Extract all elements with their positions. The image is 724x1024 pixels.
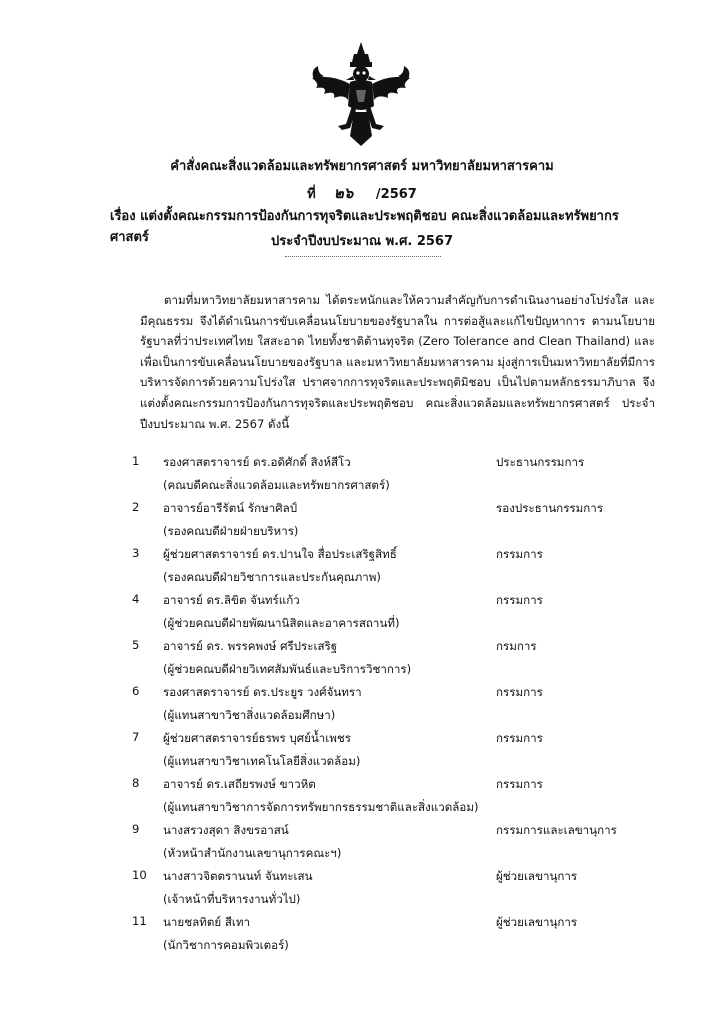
member-name: รองศาสตราจารย์ ดร.ประยูร วงศ์จันทรา [163,685,362,699]
member-role: ผู้ช่วยเลขานุการ [496,869,578,883]
committee-item [0,774,724,820]
member-position: (คณบดีคณะสิ่งแวดล้อมและทรัพยากรศาสตร์) [163,478,390,492]
committee-item [0,590,724,636]
member-role: กรรมการ [496,731,543,745]
committee-item [0,544,724,590]
committee-item [0,866,724,912]
member-role: ผู้ช่วยเลขานุการ [496,915,578,929]
member-name: นางสรวงสุดา สิงขรอาสน์ [163,823,289,837]
item-number: 10 [132,868,147,882]
committee-item [0,728,724,774]
item-number: 1 [132,454,140,468]
member-name: นายชลทิตย์ สีเทา [163,915,251,929]
item-number: 2 [132,500,140,514]
item-number: 8 [132,776,140,790]
member-position: (ผู้แทนสาขาวิชาเทคโนโลยีสิ่งแวดล้อม) [163,754,361,768]
committee-item [0,452,724,498]
fiscal-year: ประจำปีงบประมาณ พ.ศ. 2567 [270,234,454,249]
number-prefix: ที่ [307,187,316,202]
order-subject: เรื่อง แต่งตั้งคณะกรรมการป้องกันการทุจริตและประพฤติชอบ คณะสิ่งแวดล้อมและทรัพยากรศาสตร์ [110,209,619,245]
member-name: รองศาสตราจารย์ ดร.อดิศักดิ์ สิงห์สีโว [163,455,351,469]
committee-item [0,912,724,958]
member-position: (หัวหน้าสำนักงานเลขานุการคณะฯ) [163,846,342,860]
order-number [0,181,724,205]
committee-item [0,636,724,682]
member-name: ผู้ช่วยศาสตราจารย์ ดร.ปานใจ สื่อประเสริฐสิทธิ์ [163,547,397,561]
member-role: กรรมการ [496,593,543,607]
member-role: กรรมการ [496,777,543,791]
item-number: 7 [132,730,140,744]
committee-item [0,498,724,544]
item-number: 11 [132,914,147,928]
member-position: (เจ้าหน้าที่บริหารงานทั่วไป) [163,892,301,906]
body-paragraph [140,290,655,434]
member-position: (รองคณบดีฝ่ายวิชาการและประกันคุณภาพ) [163,570,381,584]
member-name: อาจารย์ ดร.เสถียรพงษ์ ขาวหิต [163,777,316,791]
member-role: ประธานกรรมการ [496,455,585,469]
item-number: 9 [132,822,140,836]
number-suffix: /2567 [375,187,417,202]
header-divider [285,256,441,257]
member-name: อาจารย์อารีรัตน์ รักษาศิลป์ [163,501,298,515]
member-name: นางสาวจิตตรานนท์ จันทะเสน [163,869,313,883]
member-position: (ผู้ช่วยคณบดีฝ่ายพัฒนานิสิตและอาคารสถานที่) [163,616,400,630]
member-role: กรรมการ [496,685,543,699]
member-role: กรรมการและเลขานุการ [496,823,617,837]
item-number: 6 [132,684,140,698]
member-name: อาจารย์ ดร. พรรคพงษ์ ศรีประเสริฐ [163,639,338,653]
item-number: 5 [132,638,140,652]
member-name: ผู้ช่วยศาสตราจารย์ธรพร บุศย์น้ำเพชร [163,731,352,745]
order-title: คำสั่งคณะสิ่งแวดล้อมและทรัพยากรศาสตร์ มหาวิทยาลัยมหาสารคาม [170,159,554,174]
member-name: อาจารย์ ดร.ลิขิต จันทร์แก้ว [163,593,300,607]
body-paragraph-text: ตามที่มหาวิทยาลัยมหาสารคาม ได้ตระหนักและให้ความสำคัญกับการดำเนินงานอย่างโปร่งใส และมีคุณธรรม จึงได้ดำเนินการขับเคลื่อนนโยบายของรัฐบาลใน การต่อสู้และแก้ไขปัญหาการ ตามนโยบายรัฐบาลที่ว่าประเทศไทย ใสสะอาด ไทยทั้งชาติต้านทุจริต (Zero Tolerance and Clean Thailand) และเพื่อเป็นการขับเคลื่อนนโยบายของรัฐบาล และมหาวิทยาลัยมหาสารคาม มุ่งสู่การเป็นมหาวิทยาลัยที่มีการบริหารจัดการด้วยความโปร่งใส ปราศจากการทุจริตและประพฤติมิชอบ เป็นไปตามหลักธรรมาภิบาล จึงแต่งตั้งคณะกรรมการป้องกันการทุจริตและประพฤติชอบ คณะสิ่งแวดล้อมและทรัพยากรศาสตร์ ประจำปีงบประมาณ พ.ศ. 2567 ดังนี้ [140,293,655,431]
committee-item [0,820,724,866]
number-handwritten: ๒๖ [333,184,354,202]
member-position: (นักวิชาการคอมพิวเตอร์) [163,938,289,952]
member-role: กรมการ [496,639,537,653]
item-number: 3 [132,546,140,560]
garuda-emblem [306,40,416,150]
member-role: รองประธานกรรมการ [496,501,604,515]
committee-item [0,682,724,728]
member-position: (ผู้แทนสาขาวิชาสิ่งแวดล้อมศึกษา) [163,708,336,722]
member-position: (ผู้ช่วยคณบดีฝ่ายวิเทศสัมพันธ์และบริการวิชาการ) [163,662,412,676]
member-role: กรรมการ [496,547,543,561]
item-number: 4 [132,592,140,606]
member-position: (ผู้แทนสาขาวิชาการจัดการทรัพยากรธรรมชาติและสิ่งแวดล้อม) [163,800,479,814]
member-position: (รองคณบดีฝ่ายฝ่ายบริหาร) [163,524,299,538]
